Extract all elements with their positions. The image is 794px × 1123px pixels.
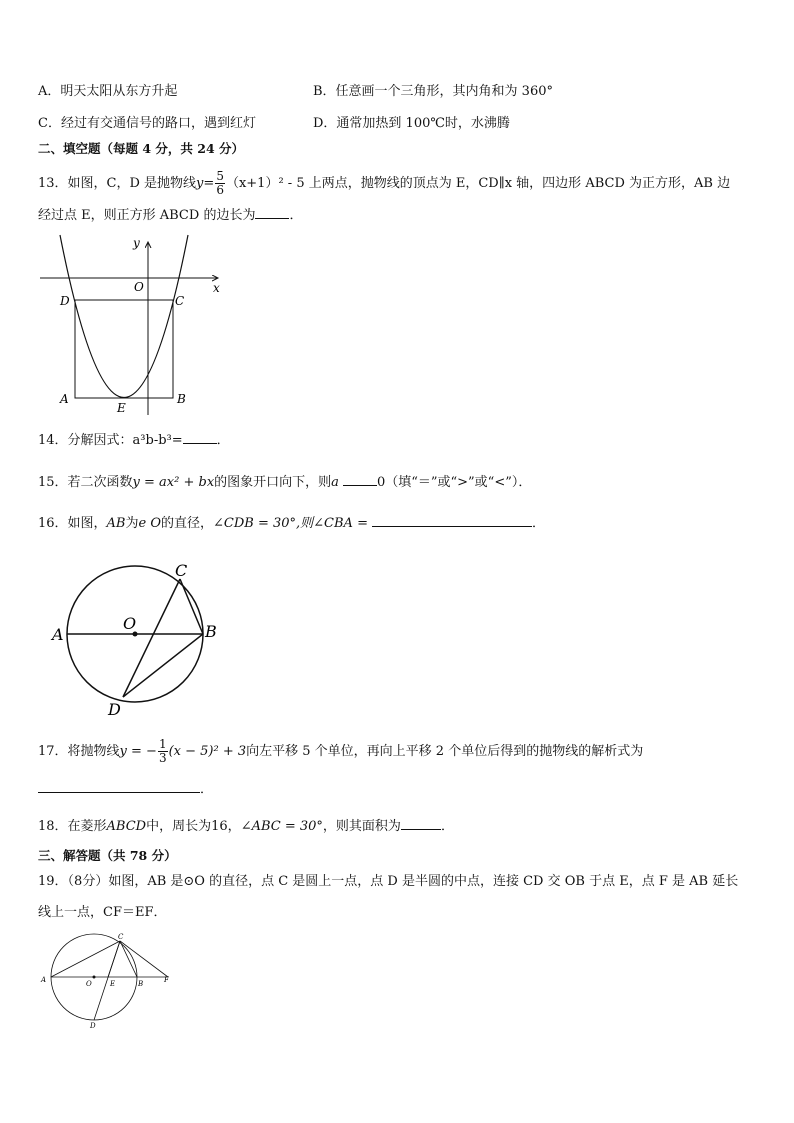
label-o: O — [86, 980, 92, 988]
label-o: O — [123, 614, 137, 633]
question-13-line2: 经过点 E，则正方形 ABCD 的边长为 ． — [38, 208, 303, 223]
option-c: C．经过有交通信号的路口，遇到红灯 — [38, 116, 256, 131]
label-x: x — [213, 281, 220, 295]
answer-blank — [372, 514, 532, 527]
option-d: D．通常加热到 100℃时，水沸腾 — [313, 116, 510, 131]
fraction-1-3: $\frac{1}{3}$ — [158, 737, 167, 765]
label-d: D — [60, 294, 70, 308]
question-13-line1: 13．如图，C，D 是抛物线y= $\frac{5}{6}$ （x+1）² - 5 上两点，抛物线的顶点为 E，CD∥x 轴，四边形 ABCD 为正方形，AB 边 — [38, 169, 731, 197]
circle-tangent-figure — [38, 930, 178, 1030]
question-18: 18．在菱形ABCD中，周长为16，∠ABC = 30°，则其面积为 ． — [38, 819, 454, 834]
option-a: A．明天太阳从东方升起 — [38, 84, 178, 99]
label-a: A — [52, 625, 64, 644]
label-a: A — [41, 976, 47, 984]
label-d: D — [90, 1022, 96, 1030]
question-14: 14．分解因式：a³b-b³= ． — [38, 433, 230, 448]
chord-cd — [123, 579, 180, 697]
label-a: A — [60, 392, 69, 406]
answer-blank — [255, 206, 289, 219]
section-title-solutions: 三、解答题（共 78 分） — [38, 848, 177, 863]
label-e: E — [117, 401, 126, 415]
question-19-line1: 19．（8分）如图，AB 是⊙O 的直径，点 C 是圆上一点，点 D 是半圆的中点，连接 CD 交 OB 于点 E，点 F 是 AB 延长 — [38, 874, 739, 889]
label-f: F — [164, 976, 169, 984]
question-16: 16．如图，AB为e O的直径，∠CDB = 30°,则∠CBA = ． — [38, 516, 545, 531]
line-cb — [120, 941, 137, 977]
chord-cb — [180, 579, 203, 634]
option-b: B．任意画一个三角形，其内角和为 360° — [313, 84, 553, 99]
answer-blank — [343, 473, 377, 486]
label-b: B — [177, 392, 186, 406]
center-point — [93, 976, 96, 979]
label-b: B — [138, 980, 144, 988]
answer-blank — [183, 431, 217, 444]
question-17-answer: ． — [38, 780, 213, 799]
fraction-5-6: $\frac{5}{6}$ — [216, 169, 224, 197]
question-15: 15．若二次函数y = ax² + bx的图象开口向下，则a 0（填“＝”或“>”或“<”）． — [38, 475, 532, 490]
parabola-square-figure — [30, 230, 230, 420]
answer-blank — [401, 817, 441, 830]
question-17: 17．将抛物线y = − $\frac{1}{3}$ (x − 5)² + 3向左平移 5 个单位，再向上平移 2 个单位后得到的抛物线的解析式为 — [38, 737, 644, 765]
label-o: O — [134, 280, 144, 294]
label-c: C — [118, 933, 124, 941]
chord-db — [123, 634, 203, 697]
section-title-fill-blank: 二、填空题（每题 4 分，共 24 分） — [38, 141, 245, 156]
label-e: E — [110, 980, 116, 988]
parabola-curve — [60, 235, 188, 398]
label-y: y — [133, 236, 140, 250]
answer-blank — [38, 780, 200, 793]
label-b: B — [205, 622, 217, 641]
square-abcd — [75, 300, 173, 398]
circle-figure — [40, 555, 230, 725]
question-19-line2: 线上一点，CF＝EF． — [38, 905, 167, 920]
line-cf — [120, 941, 168, 977]
label-d: D — [108, 700, 121, 719]
label-c: C — [175, 294, 185, 308]
label-c: C — [175, 561, 188, 580]
